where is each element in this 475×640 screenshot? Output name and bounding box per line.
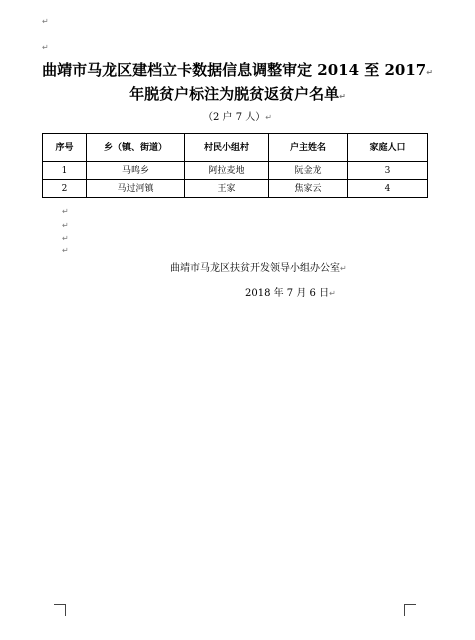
cell-village-group: 王家: [185, 180, 269, 198]
header-index: 序号: [43, 134, 87, 162]
paragraph-mark: ↵: [265, 113, 272, 122]
paragraph-mark: ↵: [62, 221, 69, 230]
paragraph-mark: ↵: [329, 289, 336, 298]
document-title-line2: 年脱贫户标注为脱贫返贫户名单↵: [129, 85, 346, 103]
paragraph-mark: ↵: [339, 92, 346, 101]
header-householder-name: 户主姓名: [269, 134, 348, 162]
paragraph-mark: ↵: [62, 207, 69, 216]
header-village-group: 村民小组村: [185, 134, 269, 162]
paragraph-mark: ↵: [42, 17, 49, 26]
issuing-office: 曲靖市马龙区扶贫开发领导小组办公室↵: [170, 263, 347, 274]
household-table: [42, 133, 428, 198]
cell-householder-name: 焦家云: [269, 180, 348, 198]
header-township: 乡（镇、街道）: [87, 134, 185, 162]
table-header-row: [43, 134, 428, 162]
issue-date: 2018 年 7 月 6 日↵: [245, 288, 336, 299]
table-row: [43, 162, 428, 180]
cell-index: 2: [43, 180, 87, 198]
margin-corner-bottom-right: [404, 604, 416, 616]
cell-township: 马鸣乡: [87, 162, 185, 180]
table-row: [43, 180, 428, 198]
cell-householder-name: 阮金龙: [269, 162, 348, 180]
header-family-size: 家庭人口: [348, 134, 428, 162]
cell-township: 马过河镇: [87, 180, 185, 198]
cell-family-size: 3: [348, 162, 428, 180]
paragraph-mark: ↵: [62, 234, 69, 243]
cell-village-group: 阿拉麦地: [185, 162, 269, 180]
cell-family-size: 4: [348, 180, 428, 198]
paragraph-mark: ↵: [340, 264, 347, 273]
paragraph-mark: ↵: [42, 43, 49, 52]
paragraph-mark: ↵: [62, 246, 69, 255]
household-count: （2 户 7 人）↵: [203, 112, 272, 123]
cell-index: 1: [43, 162, 87, 180]
document-title-line1: 曲靖市马龙区建档立卡数据信息调整审定 2014 至 2017↵: [42, 61, 433, 79]
margin-corner-bottom-left: [54, 604, 66, 616]
paragraph-mark: ↵: [426, 68, 433, 77]
